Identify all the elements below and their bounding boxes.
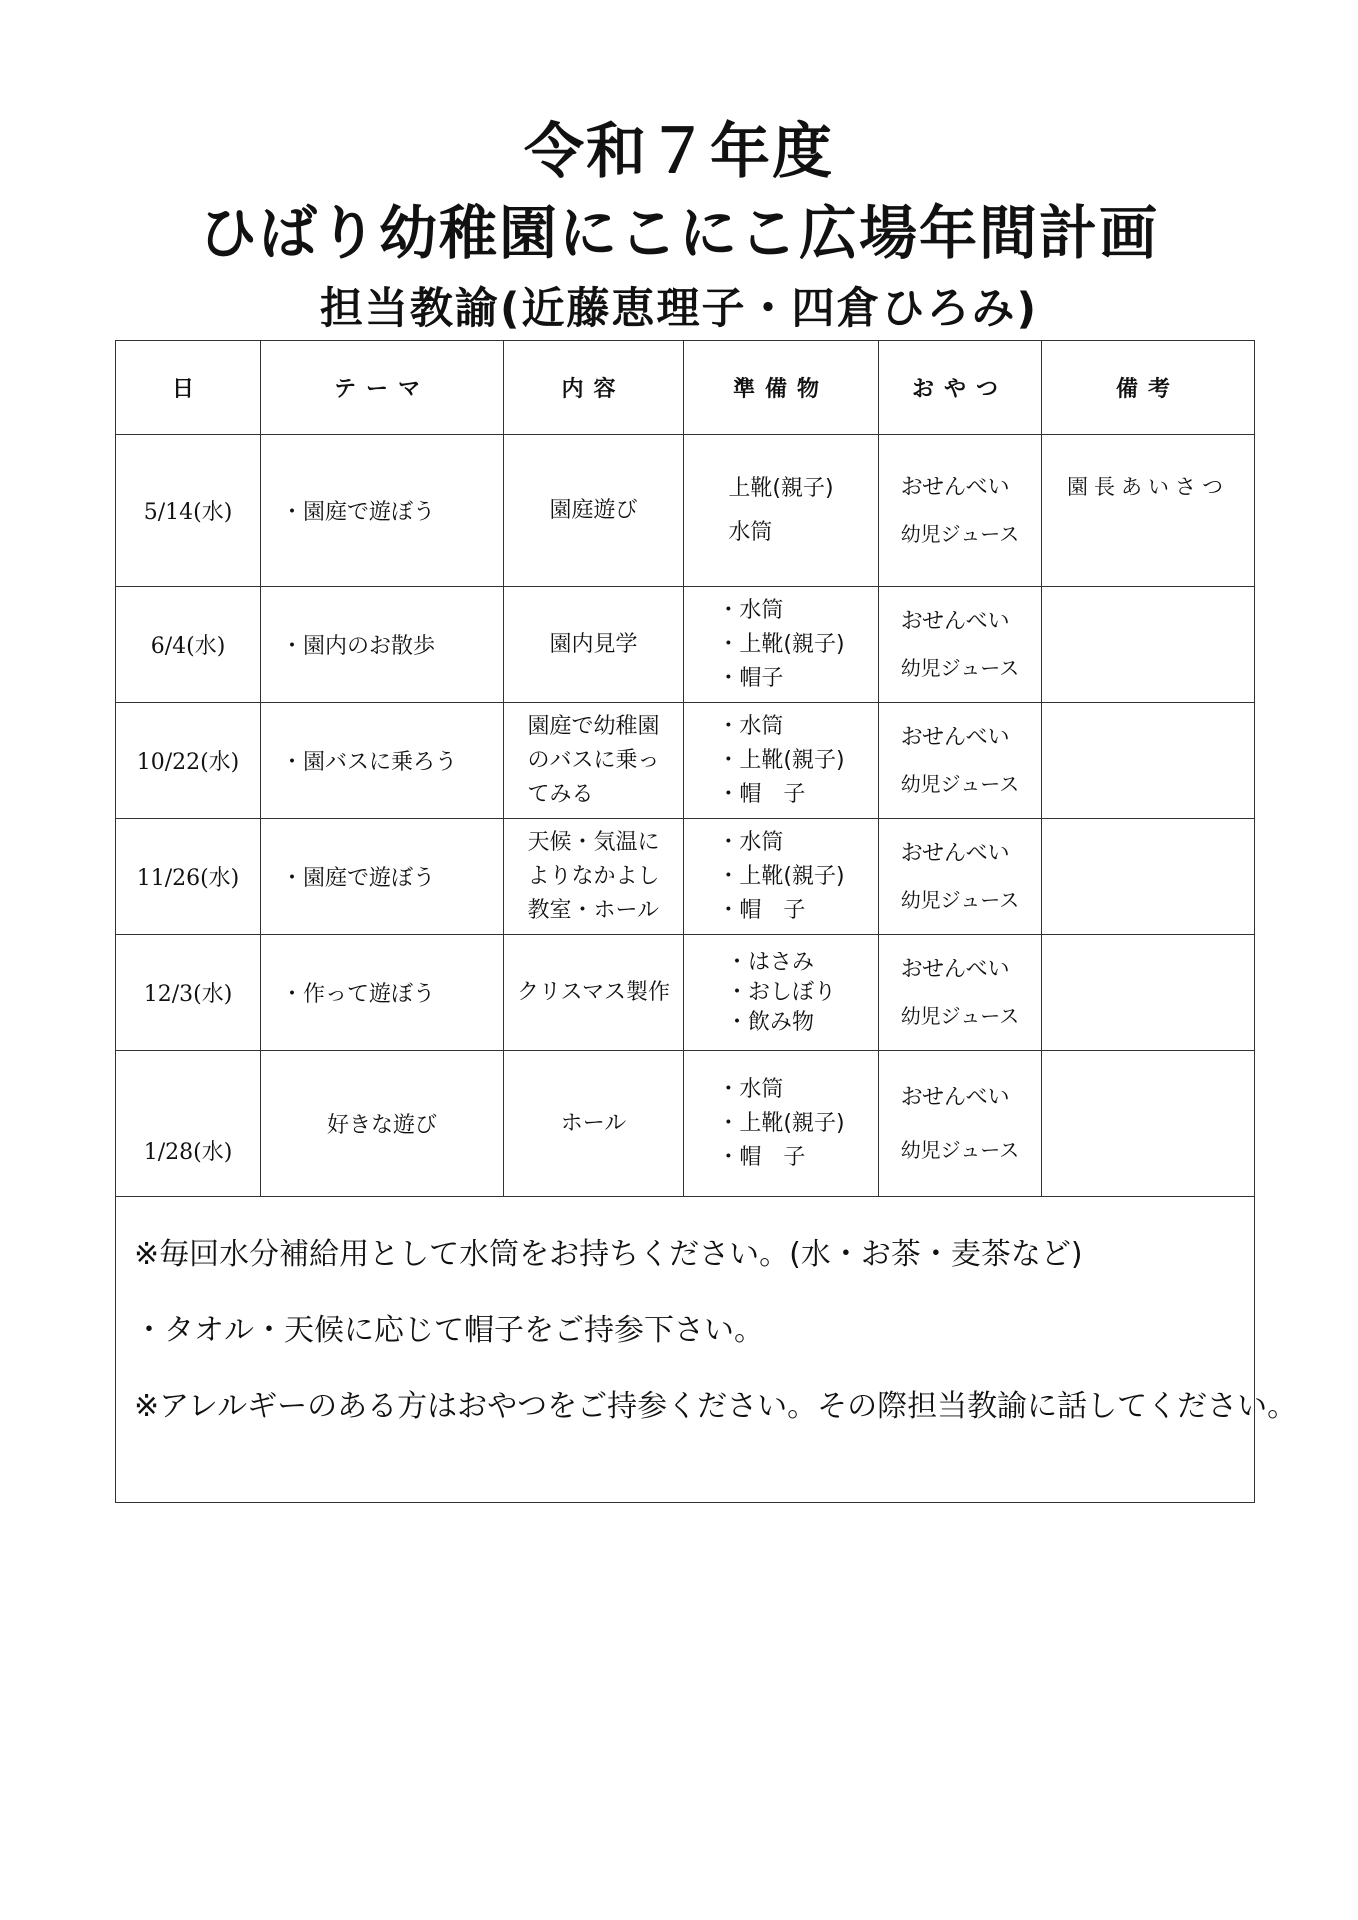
content-line: 園庭で幼稚園 — [527, 713, 660, 739]
row-remarks — [1042, 1051, 1255, 1197]
row-snack — [879, 819, 1042, 935]
row-theme: ・園庭で遊ぼう — [261, 819, 504, 935]
table-row — [116, 435, 1255, 587]
table-row — [116, 935, 1255, 1051]
row-theme: ・作って遊ぼう — [261, 935, 504, 1051]
table-row — [116, 1051, 1255, 1197]
notes-row — [116, 1197, 1255, 1503]
row-items — [684, 935, 879, 1051]
content-line: 園内見学 — [549, 631, 638, 657]
header-snack: おやつ — [879, 341, 1042, 435]
item-line: ・帽子 — [717, 665, 784, 691]
table-header-row — [116, 341, 1255, 435]
row-content — [504, 703, 684, 819]
row-snack — [879, 435, 1042, 587]
row-theme: ・園内のお散歩 — [261, 587, 504, 703]
header-content: 内容 — [504, 341, 684, 435]
snack-line: おせんべい — [900, 956, 1010, 982]
item-line: ・水筒 — [717, 1076, 784, 1102]
header-remarks: 備考 — [1042, 341, 1255, 435]
row-date: 11/26(水) — [116, 819, 261, 935]
item-line: ・水筒 — [717, 713, 784, 739]
row-snack — [879, 703, 1042, 819]
notes-cell — [116, 1197, 1298, 1503]
item-line: ・水筒 — [717, 597, 784, 623]
item-line: ・水筒 — [717, 829, 784, 855]
snack-line: 幼児ジュース — [900, 655, 1020, 680]
row-theme: 好きな遊び — [261, 1051, 504, 1197]
row-snack — [879, 587, 1042, 703]
item-line: 水筒 — [728, 519, 773, 545]
row-date: 12/3(水) — [116, 935, 261, 1051]
table-row — [116, 819, 1255, 935]
note-line: ・タオル・天候に応じて帽子をご持参下さい。 — [134, 1313, 764, 1348]
row-remarks — [1042, 703, 1255, 819]
snack-line: おせんべい — [900, 474, 1010, 500]
item-line: ・帽 子 — [717, 897, 806, 923]
content-line: 天候・気温に — [527, 829, 660, 855]
row-items — [684, 435, 879, 587]
item-line: ・帽 子 — [717, 781, 806, 807]
content-line: よりなかよし — [527, 863, 660, 889]
teachers-in-charge: 担当教諭(近藤恵理子・四倉ひろみ) — [319, 284, 1039, 334]
row-content — [504, 1051, 684, 1197]
header-date: 日 — [116, 341, 261, 435]
item-line: ・飲み物 — [725, 1009, 814, 1035]
table-row — [116, 703, 1255, 819]
content-line: のバスに乗っ — [527, 747, 660, 773]
document-title: ひばり幼稚園にこにこ広場年間計画 — [198, 199, 1159, 267]
row-items — [684, 587, 879, 703]
annual-plan-table — [115, 340, 1298, 1503]
table-row — [116, 587, 1255, 703]
note-line: ※毎回水分補給用として水筒をお持ちください。(水・お茶・麦茶など) — [134, 1237, 1083, 1272]
row-remarks — [1042, 819, 1255, 935]
content-line: てみる — [527, 781, 594, 807]
row-items — [684, 1051, 879, 1197]
row-content — [504, 935, 684, 1051]
content-line: 教室・ホール — [527, 897, 660, 923]
snack-line: 幼児ジュース — [900, 521, 1020, 546]
row-snack — [879, 1051, 1042, 1197]
content-line: 園庭遊び — [549, 497, 638, 523]
item-line: ・上靴(親子) — [717, 1110, 845, 1136]
item-line: ・帽 子 — [717, 1144, 806, 1170]
row-date: 10/22(水) — [116, 703, 261, 819]
item-line: ・上靴(親子) — [717, 631, 845, 657]
content-line: クリスマス製作 — [516, 979, 671, 1005]
row-items — [684, 819, 879, 935]
snack-line: おせんべい — [900, 1084, 1010, 1110]
header-items: 準備物 — [684, 341, 879, 435]
row-content — [504, 435, 684, 587]
header-theme: テーマ — [261, 341, 504, 435]
row-content — [504, 587, 684, 703]
row-remarks — [1042, 935, 1255, 1051]
snack-line: 幼児ジュース — [900, 1003, 1020, 1028]
item-line: 上靴(親子) — [728, 475, 834, 501]
document-title-year: 令和７年度 — [524, 117, 834, 187]
snack-line: 幼児ジュース — [900, 1137, 1020, 1162]
row-content — [504, 819, 684, 935]
row-theme: ・園バスに乗ろう — [261, 703, 504, 819]
snack-line: おせんべい — [900, 724, 1010, 750]
snack-line: 幼児ジュース — [900, 771, 1020, 796]
item-line: ・おしぼり — [725, 979, 836, 1005]
content-line: ホール — [560, 1110, 627, 1136]
snack-line: おせんべい — [900, 608, 1010, 634]
row-date: 5/14(水) — [116, 435, 261, 587]
item-line: ・はさみ — [725, 949, 814, 975]
row-snack — [879, 935, 1042, 1051]
row-theme: ・園庭で遊ぼう — [261, 435, 504, 587]
item-line: ・上靴(親子) — [717, 863, 845, 889]
row-date: 6/4(水) — [116, 587, 261, 703]
row-remarks: 園長あいさつ — [1042, 435, 1255, 587]
row-items — [684, 703, 879, 819]
item-line: ・上靴(親子) — [717, 747, 845, 773]
snack-line: 幼児ジュース — [900, 887, 1020, 912]
note-line: ※アレルギーのある方はおやつをご持参ください。その際担当教諭に話してください。 — [134, 1389, 1298, 1424]
snack-line: おせんべい — [900, 840, 1010, 866]
row-remarks — [1042, 587, 1255, 703]
row-date: 1/28(水) — [116, 1051, 261, 1197]
